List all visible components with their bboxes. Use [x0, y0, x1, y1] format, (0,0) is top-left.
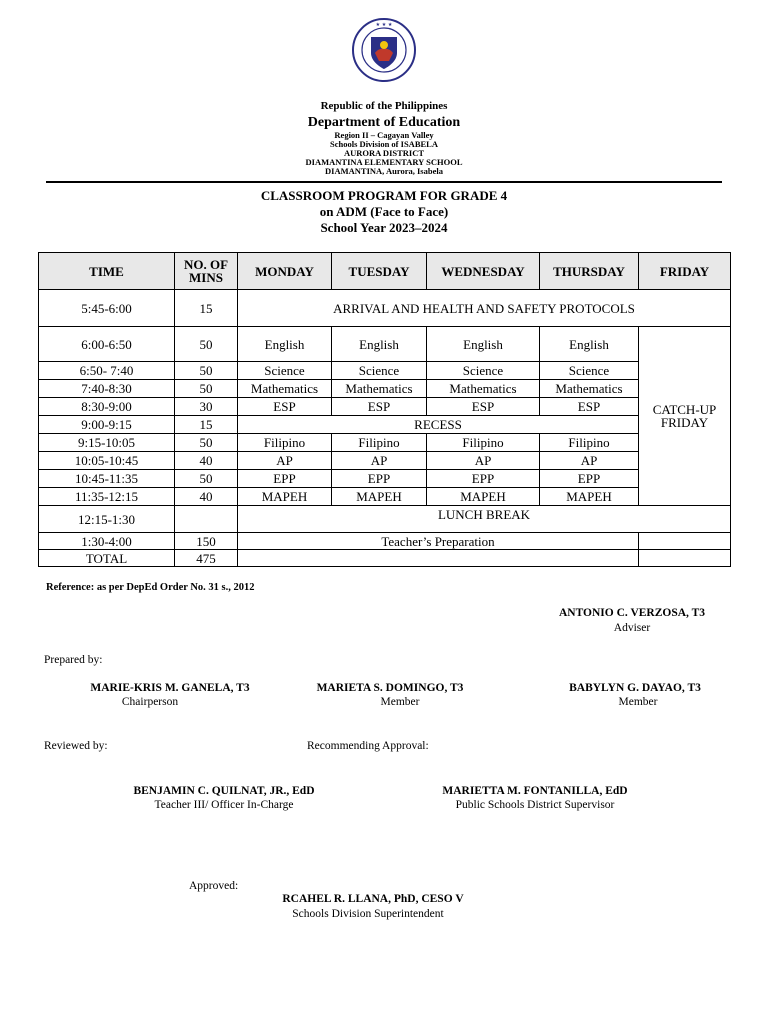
subject-cell: English	[238, 327, 332, 362]
subject-cell: Filipino	[332, 434, 427, 452]
table-row	[39, 290, 731, 327]
time-cell: 5:45-6:00	[39, 290, 175, 327]
time-cell: 8:30-9:00	[39, 398, 175, 416]
subject-cell: MAPEH	[427, 488, 540, 506]
subject-cell: English	[540, 327, 639, 362]
table-row	[39, 452, 731, 470]
table-row	[39, 416, 731, 434]
svg-text:★ ★ ★: ★ ★ ★	[375, 22, 393, 28]
republic-line: Republic of the Philippines	[320, 100, 448, 112]
subject-cell: EPP	[332, 470, 427, 488]
header-monday: MONDAY	[238, 253, 332, 290]
subject-cell: MAPEH	[238, 488, 332, 506]
deped-seal	[351, 17, 417, 83]
school-line: DIAMANTINA ELEMENTARY SCHOOL	[305, 157, 463, 167]
address-line: DIAMANTINA, Aurora, Isabela	[325, 166, 443, 176]
table-row	[39, 488, 731, 506]
recommending-label: Recommending Approval:	[307, 740, 429, 752]
lunch-cell: LUNCH BREAK	[238, 506, 731, 533]
recommender-role: Public Schools District Supervisor	[455, 799, 615, 811]
approver-role: Schools Division Superintendent	[292, 908, 444, 920]
subject-cell: Mathematics	[238, 380, 332, 398]
mins-cell: 40	[175, 452, 238, 470]
table-row	[39, 362, 731, 380]
mins-cell: 50	[175, 327, 238, 362]
subject-cell: EPP	[238, 470, 332, 488]
subject-cell: EPP	[427, 470, 540, 488]
mins-cell: 15	[175, 290, 238, 327]
recommender-name: MARIETTA M. FONTANILLA, EdD	[442, 785, 628, 797]
prepared-by-label: Prepared by:	[44, 654, 103, 666]
approved-label: Approved:	[189, 880, 239, 892]
schedule-table	[38, 252, 731, 567]
subject-cell: Science	[427, 362, 540, 380]
header-friday: FRIDAY	[639, 253, 731, 290]
subject-cell: Filipino	[427, 434, 540, 452]
recess-cell: RECESS	[238, 416, 639, 434]
table-row	[39, 470, 731, 488]
table-row	[39, 506, 731, 533]
reviewer-name: BENJAMIN C. QUILNAT, JR., EdD	[133, 785, 315, 797]
table-row	[39, 550, 731, 567]
preparer-role: Member	[380, 696, 420, 708]
table-row	[39, 398, 731, 416]
mins-cell: 50	[175, 362, 238, 380]
table-row	[39, 327, 731, 362]
header-wednesday: WEDNESDAY	[427, 253, 540, 290]
reviewer-role: Teacher III/ Officer In-Charge	[154, 799, 294, 811]
preparer-role: Chairperson	[121, 696, 179, 708]
mins-cell: 40	[175, 488, 238, 506]
subject-cell: Filipino	[540, 434, 639, 452]
subject-cell: Science	[332, 362, 427, 380]
catch-up-friday-cell	[639, 327, 731, 506]
subject-cell: EPP	[540, 470, 639, 488]
preparer-role: Member	[618, 696, 658, 708]
reference-note: Reference: as per DepEd Order No. 31 s., 2012	[46, 582, 255, 593]
time-cell: 1:30-4:00	[39, 533, 175, 550]
subject-cell: Science	[238, 362, 332, 380]
mins-cell: 50	[175, 380, 238, 398]
mins-cell: 50	[175, 470, 238, 488]
district-line: AURORA DISTRICT	[343, 148, 425, 158]
mins-cell: 30	[175, 398, 238, 416]
time-cell: 12:15-1:30	[39, 506, 175, 533]
subject-cell: Science	[540, 362, 639, 380]
subject-cell: AP	[540, 452, 639, 470]
division-line: Schools Division of ISABELA	[330, 139, 438, 149]
adviser-name: ANTONIO C. VERZOSA, T3	[558, 607, 706, 619]
arrival-cell: ARRIVAL AND HEALTH AND SAFETY PROTOCOLS	[238, 290, 731, 327]
time-cell: 7:40-8:30	[39, 380, 175, 398]
preparer-name: MARIE-KRIS M. GANELA, T3	[90, 682, 250, 694]
subject-cell: MAPEH	[540, 488, 639, 506]
title-line-2: on ADM (Face to Face)	[319, 204, 449, 219]
header-mins: NO. OF MINS	[175, 253, 238, 290]
time-cell: 9:00-9:15	[39, 416, 175, 434]
time-cell: 9:15-10:05	[39, 434, 175, 452]
subject-cell: English	[332, 327, 427, 362]
subject-cell: AP	[238, 452, 332, 470]
time-cell: 10:05-10:45	[39, 452, 175, 470]
table-row	[39, 533, 731, 550]
subject-cell: AP	[332, 452, 427, 470]
region-line: Region II – Cagayan Valley	[334, 130, 434, 140]
approver-name: RCAHEL R. LLANA, PhD, CESO V	[282, 893, 464, 905]
adviser-role: Adviser	[613, 622, 651, 634]
mins-cell: 50	[175, 434, 238, 452]
table-header-row	[39, 253, 731, 290]
table-row	[39, 380, 731, 398]
empty-cell	[639, 533, 731, 550]
subject-cell: Filipino	[238, 434, 332, 452]
subject-cell: ESP	[238, 398, 332, 416]
time-cell: 10:45-11:35	[39, 470, 175, 488]
subject-cell: Mathematics	[332, 380, 427, 398]
mins-cell	[175, 506, 238, 533]
friday-label-2: FRIDAY	[660, 415, 709, 430]
title-line-3: School Year 2023–2024	[320, 220, 448, 235]
header-rule	[46, 181, 722, 183]
table-row	[39, 434, 731, 452]
subject-cell: ESP	[332, 398, 427, 416]
subject-cell: MAPEH	[332, 488, 427, 506]
time-cell: 6:50- 7:40	[39, 362, 175, 380]
header-thursday: THURSDAY	[540, 253, 639, 290]
mins-cell: 150	[175, 533, 238, 550]
time-cell: 11:35-12:15	[39, 488, 175, 506]
department-line: Department of Education	[307, 115, 461, 130]
preparer-name: MARIETA S. DOMINGO, T3	[316, 682, 464, 694]
subject-cell: English	[427, 327, 540, 362]
subject-cell: ESP	[427, 398, 540, 416]
title-line-1: CLASSROOM PROGRAM FOR GRADE 4	[260, 188, 508, 203]
reviewed-by-label: Reviewed by:	[44, 740, 108, 752]
subject-cell: Mathematics	[427, 380, 540, 398]
friday-label-1: CATCH-UP	[652, 402, 717, 417]
mins-cell: 15	[175, 416, 238, 434]
header-tuesday: TUESDAY	[332, 253, 427, 290]
total-mins-cell: 475	[175, 550, 238, 567]
total-label-cell: TOTAL	[39, 550, 175, 567]
subject-cell: Mathematics	[540, 380, 639, 398]
empty-cell	[238, 550, 639, 567]
prep-cell: Teacher’s Preparation	[238, 533, 639, 550]
header-time: TIME	[39, 253, 175, 290]
time-cell: 6:00-6:50	[39, 327, 175, 362]
preparer-name: BABYLYN G. DAYAO, T3	[569, 682, 701, 694]
subject-cell: ESP	[540, 398, 639, 416]
subject-cell: AP	[427, 452, 540, 470]
empty-cell	[639, 550, 731, 567]
